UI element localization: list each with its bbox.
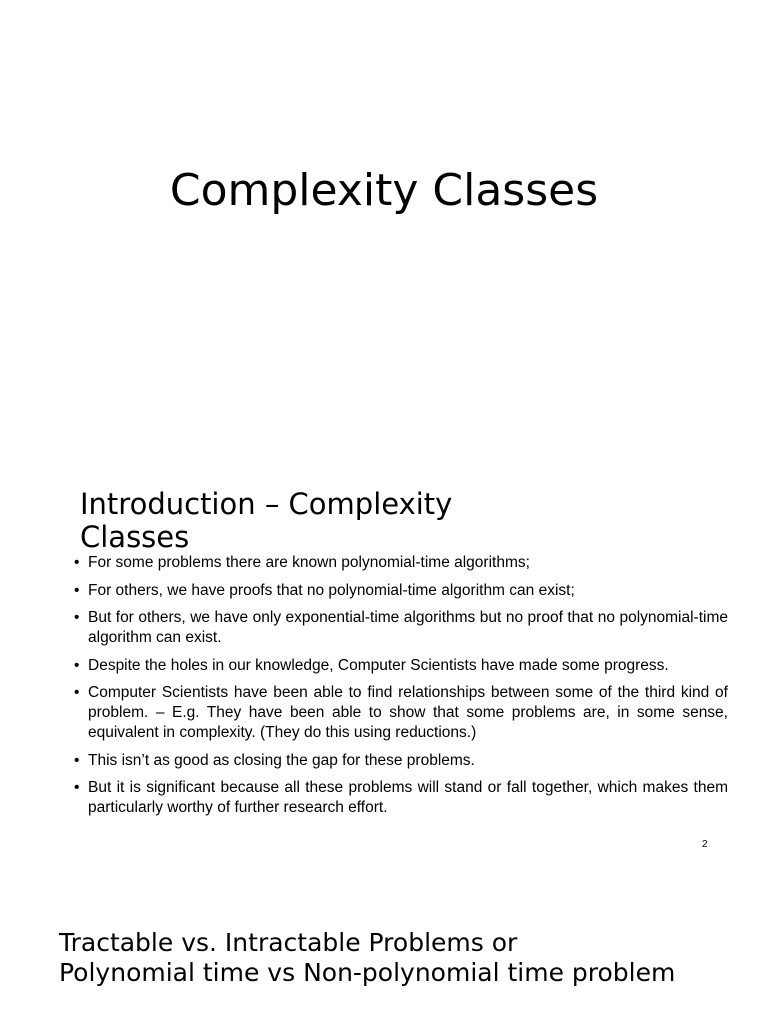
next-section-heading — [59, 928, 749, 987]
next-section-heading-line2: Polynomial time vs Non-polynomial time problem — [59, 957, 676, 987]
bullet-list — [74, 553, 728, 826]
bullet-item: • But it is significant because all these problems will stand or fall together, which makes them particularly worthy of further research effort. — [74, 778, 728, 818]
section-heading: Introduction – Complexity Classes — [80, 487, 453, 554]
bullet-item: • For some problems there are known polynomial-time algorithms; — [74, 553, 728, 573]
page-number: 2 — [702, 839, 708, 850]
bullet-item: • This isn’t as good as closing the gap for these problems. — [74, 751, 728, 771]
slide-title: Complexity Classes — [169, 165, 599, 216]
next-section-heading-line1: Tractable vs. Intractable Problems or — [59, 928, 518, 957]
bullet-item: • Computer Scientists have been able to find relationships between some of the third kind of problem. – E.g. They have been able to show that some problems are, in some sense, equivalent in complexity. (They do this using reductions.) — [74, 683, 728, 743]
bullet-item: • For others, we have proofs that no polynomial-time algorithm can exist; — [74, 581, 728, 601]
bullet-item: • But for others, we have only exponential-time algorithms but no proof that no polynomial-time algorithm can exist. — [74, 608, 728, 648]
bullet-item: • Despite the holes in our knowledge, Computer Scientists have made some progress. — [74, 656, 728, 676]
